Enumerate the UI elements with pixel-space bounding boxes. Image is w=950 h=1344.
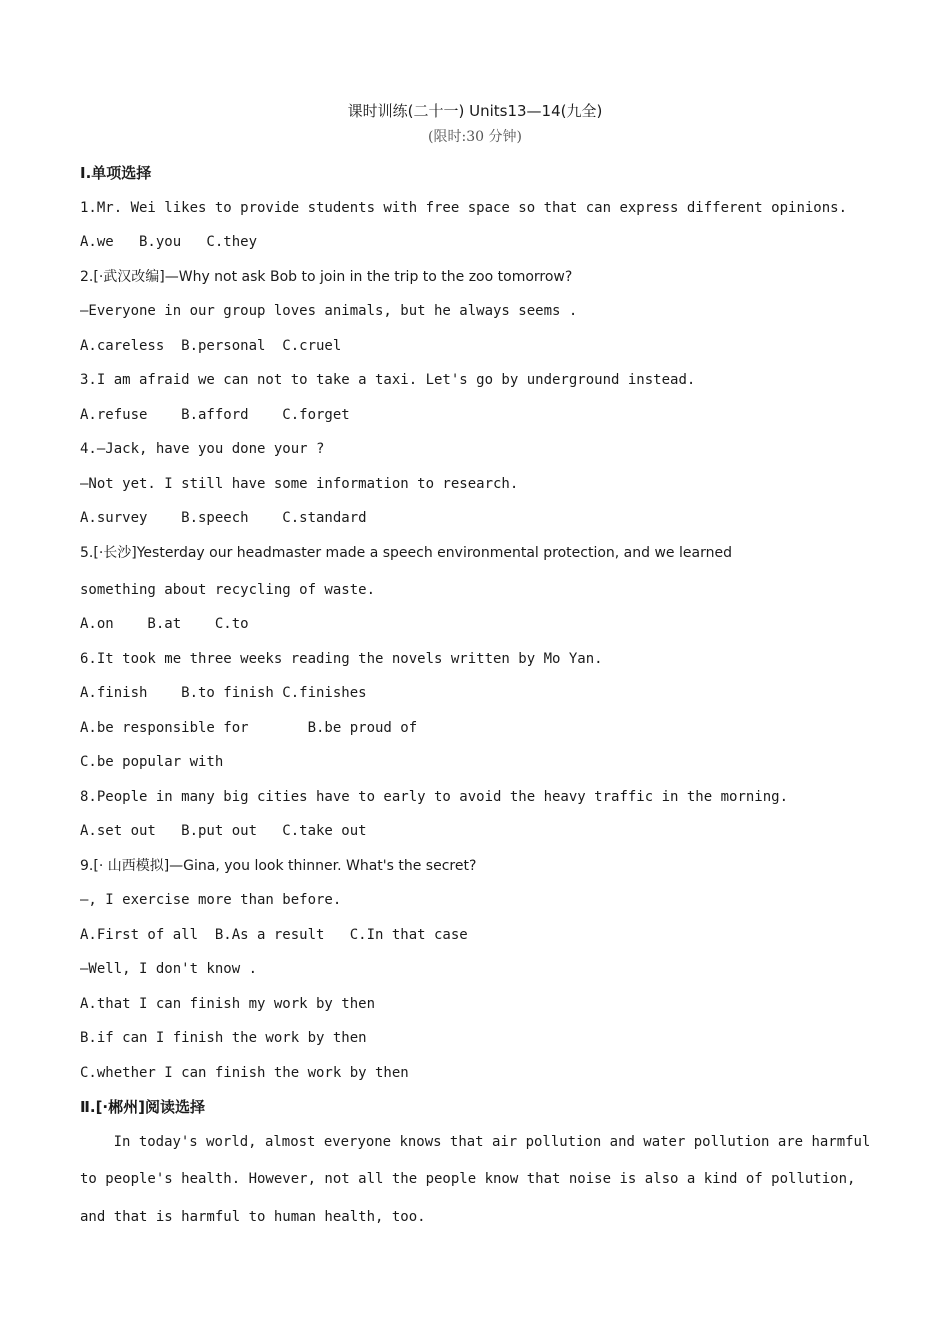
question-9: 9.[· 山西模拟]—Gina, you look thinner. What's the secret? bbox=[80, 858, 477, 874]
question-4-reply: —Not yet. I still have some information to research. bbox=[80, 476, 519, 492]
question-5-continued: something about recycling of waste. bbox=[80, 582, 376, 598]
options-8: A.set out B.put out C.take out bbox=[80, 823, 367, 839]
options-5: A.on B.at C.to bbox=[80, 616, 249, 632]
options-6: A.finish B.to finish C.finishes bbox=[80, 685, 367, 701]
options-9: A.First of all B.As a result C.In that case bbox=[80, 927, 468, 943]
question-1: 1.Mr. Wei likes to provide students with free space so that can express different opinions. bbox=[80, 200, 848, 216]
options-7-c: C.be popular with bbox=[80, 754, 224, 770]
options-1: A.we B.you C.they bbox=[80, 234, 258, 250]
question-6: 6.It took me three weeks reading the novels written by Mo Yan. bbox=[80, 651, 603, 667]
section-heading-multiple-choice: Ⅰ.单项选择 bbox=[80, 164, 152, 182]
page-title: 课时训练(二十一) Units13—14(九全) bbox=[347, 102, 603, 120]
reading-paragraph-line-3: and that is harmful to human health, too. bbox=[80, 1209, 426, 1225]
reading-paragraph-line-2: to people's health. However, not all the people know that noise is also a kind of pollution, bbox=[80, 1171, 856, 1187]
section-heading-reading: Ⅱ.[·郴州]阅读选择 bbox=[80, 1098, 205, 1116]
question-10: —Well, I don't know . bbox=[80, 961, 258, 977]
question-9-reply: —, I exercise more than before. bbox=[80, 892, 342, 908]
option-10-a: A.that I can finish my work by then bbox=[80, 996, 376, 1012]
reading-paragraph-line-1: In today's world, almost everyone knows that air pollution and water pollution are harmful bbox=[80, 1134, 871, 1150]
option-10-c: C.whether I can finish the work by then bbox=[80, 1065, 409, 1081]
options-7-ab: A.be responsible for B.be proud of bbox=[80, 720, 418, 736]
question-2-reply: —Everyone in our group loves animals, but he always seems . bbox=[80, 303, 578, 319]
question-2: 2.[·武汉改编]—Why not ask Bob to join in the trip to the zoo tomorrow? bbox=[80, 269, 573, 285]
question-8: 8.People in many big cities have to early to avoid the heavy traffic in the morning. bbox=[80, 789, 789, 805]
options-2: A.careless B.personal C.cruel bbox=[80, 338, 342, 354]
options-4: A.survey B.speech C.standard bbox=[80, 510, 367, 526]
options-3: A.refuse B.afford C.forget bbox=[80, 407, 350, 423]
question-3: 3.I am afraid we can not to take a taxi. Let's go by underground instead. bbox=[80, 372, 696, 388]
question-5: 5.[·长沙]Yesterday our headmaster made a speech environmental protection, and we learned bbox=[80, 545, 732, 561]
time-limit: (限时:30 分钟) bbox=[428, 129, 522, 145]
question-4: 4.—Jack, have you done your ? bbox=[80, 441, 325, 457]
option-10-b: B.if can I finish the work by then bbox=[80, 1030, 367, 1046]
